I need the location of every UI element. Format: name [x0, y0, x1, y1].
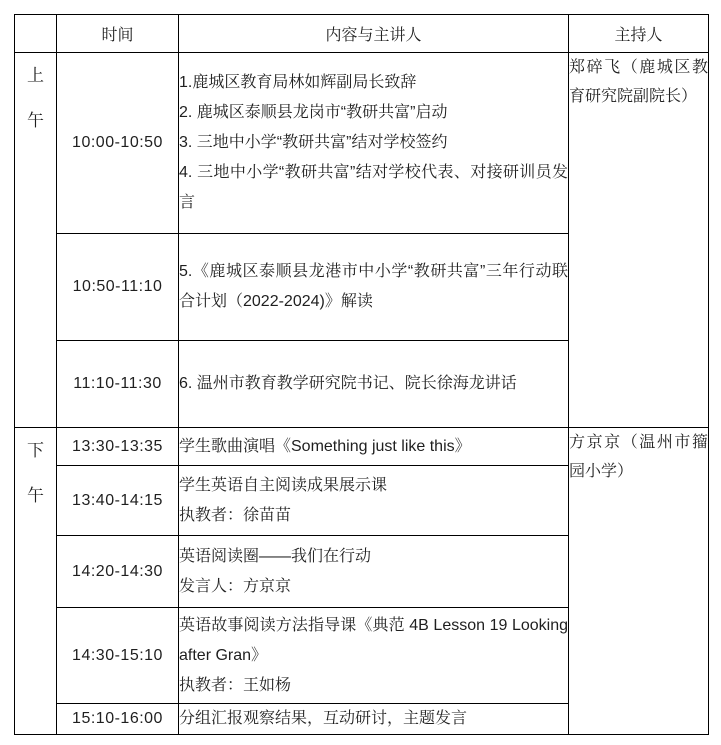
host-morning-cell: 郑碎飞（鹿城区教育研究院副院长）	[569, 53, 709, 428]
content-line: 5.《鹿城区泰顺县龙港市中小学“教研共富”三年行动联合计划（2022-2024)》解读	[179, 263, 568, 310]
content-line: 2. 鹿城区泰顺县龙岗市“教研共富”启动	[179, 104, 448, 121]
content-line: 学生歌曲演唱《Something just like this》	[179, 437, 471, 455]
header-time: 时间	[57, 15, 179, 53]
content-cell	[179, 234, 569, 341]
period-char: 午	[27, 111, 44, 130]
content-cell	[179, 428, 569, 466]
content-cell	[179, 536, 569, 608]
header-period-cell	[15, 15, 57, 53]
content-line: 学生英语自主阅读成果展示课	[179, 476, 388, 494]
header-row	[15, 15, 709, 53]
content-line: 3. 三地中小学“教研共富”结对学校签约	[179, 134, 448, 151]
content-line: 6. 温州市教育教学研究院书记、院长徐海龙讲话	[179, 375, 517, 392]
content-line: 分组汇报观察结果，互动研讨，主题发言	[179, 710, 468, 727]
period-char: 下	[27, 441, 44, 460]
time-cell: 14:20-14:30	[57, 536, 179, 608]
period-char: 午	[27, 486, 44, 505]
content-line: 英语阅读圈——我们在行动	[179, 547, 372, 565]
table-row	[15, 428, 709, 466]
content-line: 执教者：王如杨	[179, 676, 292, 694]
table-row	[15, 53, 709, 234]
time-cell: 10:50-11:10	[57, 234, 179, 341]
content-cell	[179, 704, 569, 735]
time-cell: 13:30-13:35	[57, 428, 179, 466]
time-cell: 14:30-15:10	[57, 608, 179, 704]
content-line: 4. 三地中小学“教研共富”结对学校代表、对接研训员发言	[179, 164, 568, 211]
content-cell	[179, 341, 569, 428]
content-line: 1.鹿城区教育局林如辉副局长致辞	[179, 74, 417, 91]
content-line: 发言人：方京京	[179, 577, 292, 595]
header-content: 内容与主讲人	[179, 15, 569, 53]
time-cell: 15:10-16:00	[57, 704, 179, 735]
schedule-table	[14, 14, 709, 735]
period-char: 上	[27, 66, 44, 85]
period-afternoon-cell	[15, 428, 57, 735]
time-cell: 13:40-14:15	[57, 466, 179, 536]
header-host: 主持人	[569, 15, 709, 53]
host-afternoon-cell: 方京京（温州市籀园小学）	[569, 428, 709, 735]
content-cell	[179, 466, 569, 536]
content-line: 执教者：徐苗苗	[179, 506, 292, 524]
period-morning-cell	[15, 53, 57, 428]
content-cell	[179, 608, 569, 704]
content-cell	[179, 53, 569, 234]
time-cell: 11:10-11:30	[57, 341, 179, 428]
content-line: 英语故事阅读方法指导课《典范 4B Lesson 19 Looking after Gran》	[179, 616, 568, 664]
time-cell: 10:00-10:50	[57, 53, 179, 234]
